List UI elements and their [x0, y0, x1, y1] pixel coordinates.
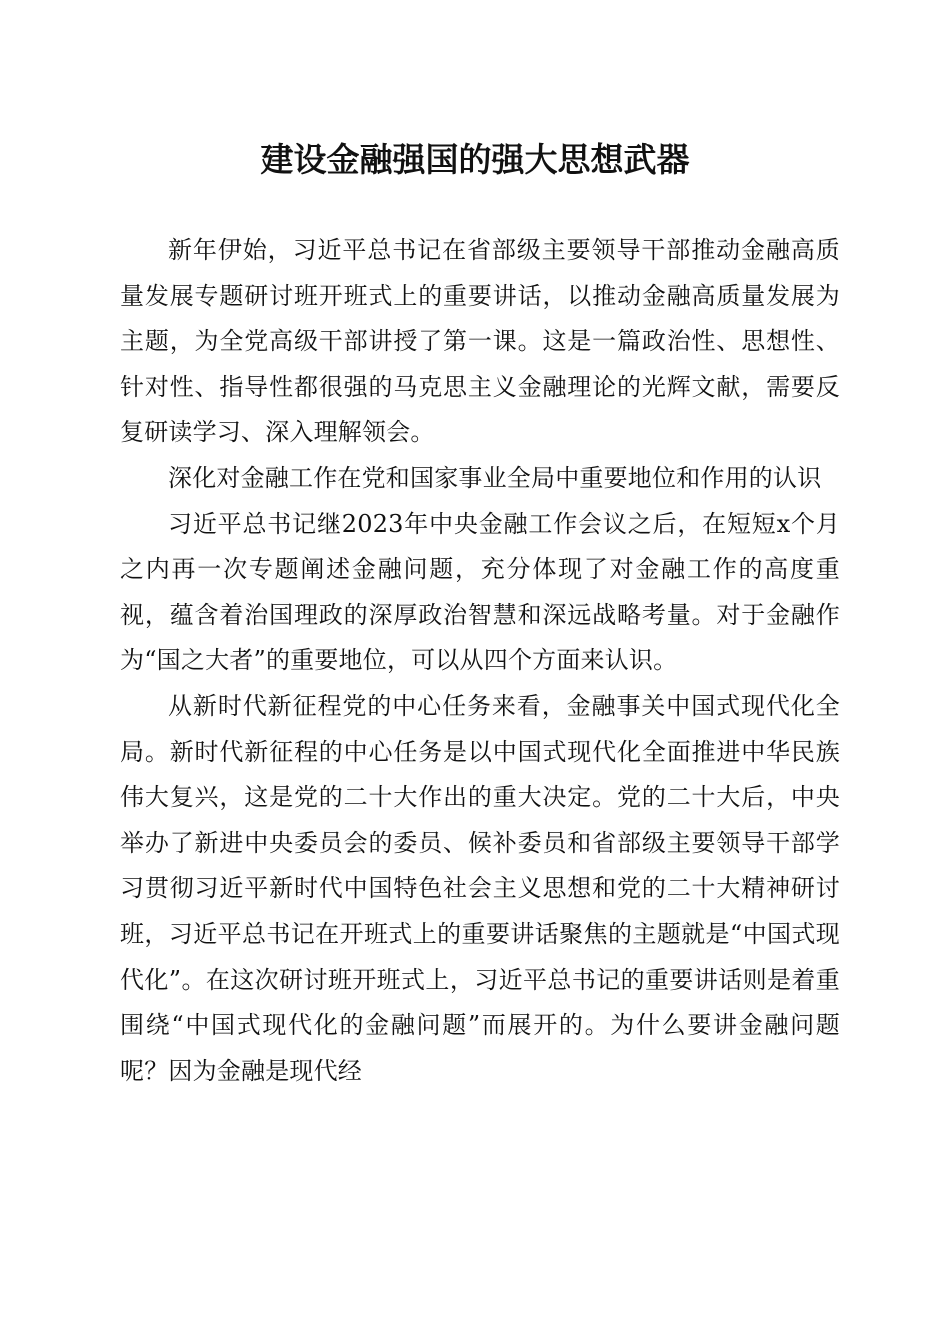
paragraph-central-task: 从新时代新征程党的中心任务来看，金融事关中国式现代化全局。新时代新征程的中心任务是以中国式现代化全面推进中华民族伟大复兴，这是党的二十大作出的重大决定。党的二十大后，中央举办了新进中央委员会的委员、候补委员和省部级主要领导干部学习贯彻习近平新时代中国特色社会主义思想和党的二十大精神研讨班，习近平总书记在开班式上的重要讲话聚焦的主题就是“中国式现代化”。在这次研讨班开班式上，习近平总书记的重要讲话则是着重围绕“中国式现代化的金融问题”而展开的。为什么要讲金融问题呢？因为金融是现代经	[120, 691, 840, 1085]
document-body	[120, 228, 840, 1094]
paragraph-continuation: 习近平总书记继2023年中央金融工作会议之后，在短短x个月之内再一次专题阐述金融问题，充分体现了对金融工作的高度重视，蕴含着治国理政的深厚政治智慧和深远战略考量。对于金融作为“国之大者”的重要地位，可以从四个方面来认识。	[120, 509, 840, 675]
paragraph-intro: 新年伊始，习近平总书记在省部级主要领导干部推动金融高质量发展专题研讨班开班式上的重要讲话，以推动金融高质量发展为主题，为全党高级干部讲授了第一课。这是一篇政治性、思想性、针对性、指导性都很强的马克思主义金融理论的光辉文献，需要反复研读学习、深入理解领会。	[120, 236, 840, 447]
document-title: 建设金融强国的强大思想武器	[260, 140, 690, 179]
paragraph-section-heading: 深化对金融工作在党和国家事业全局中重要地位和作用的认识	[168, 463, 822, 492]
